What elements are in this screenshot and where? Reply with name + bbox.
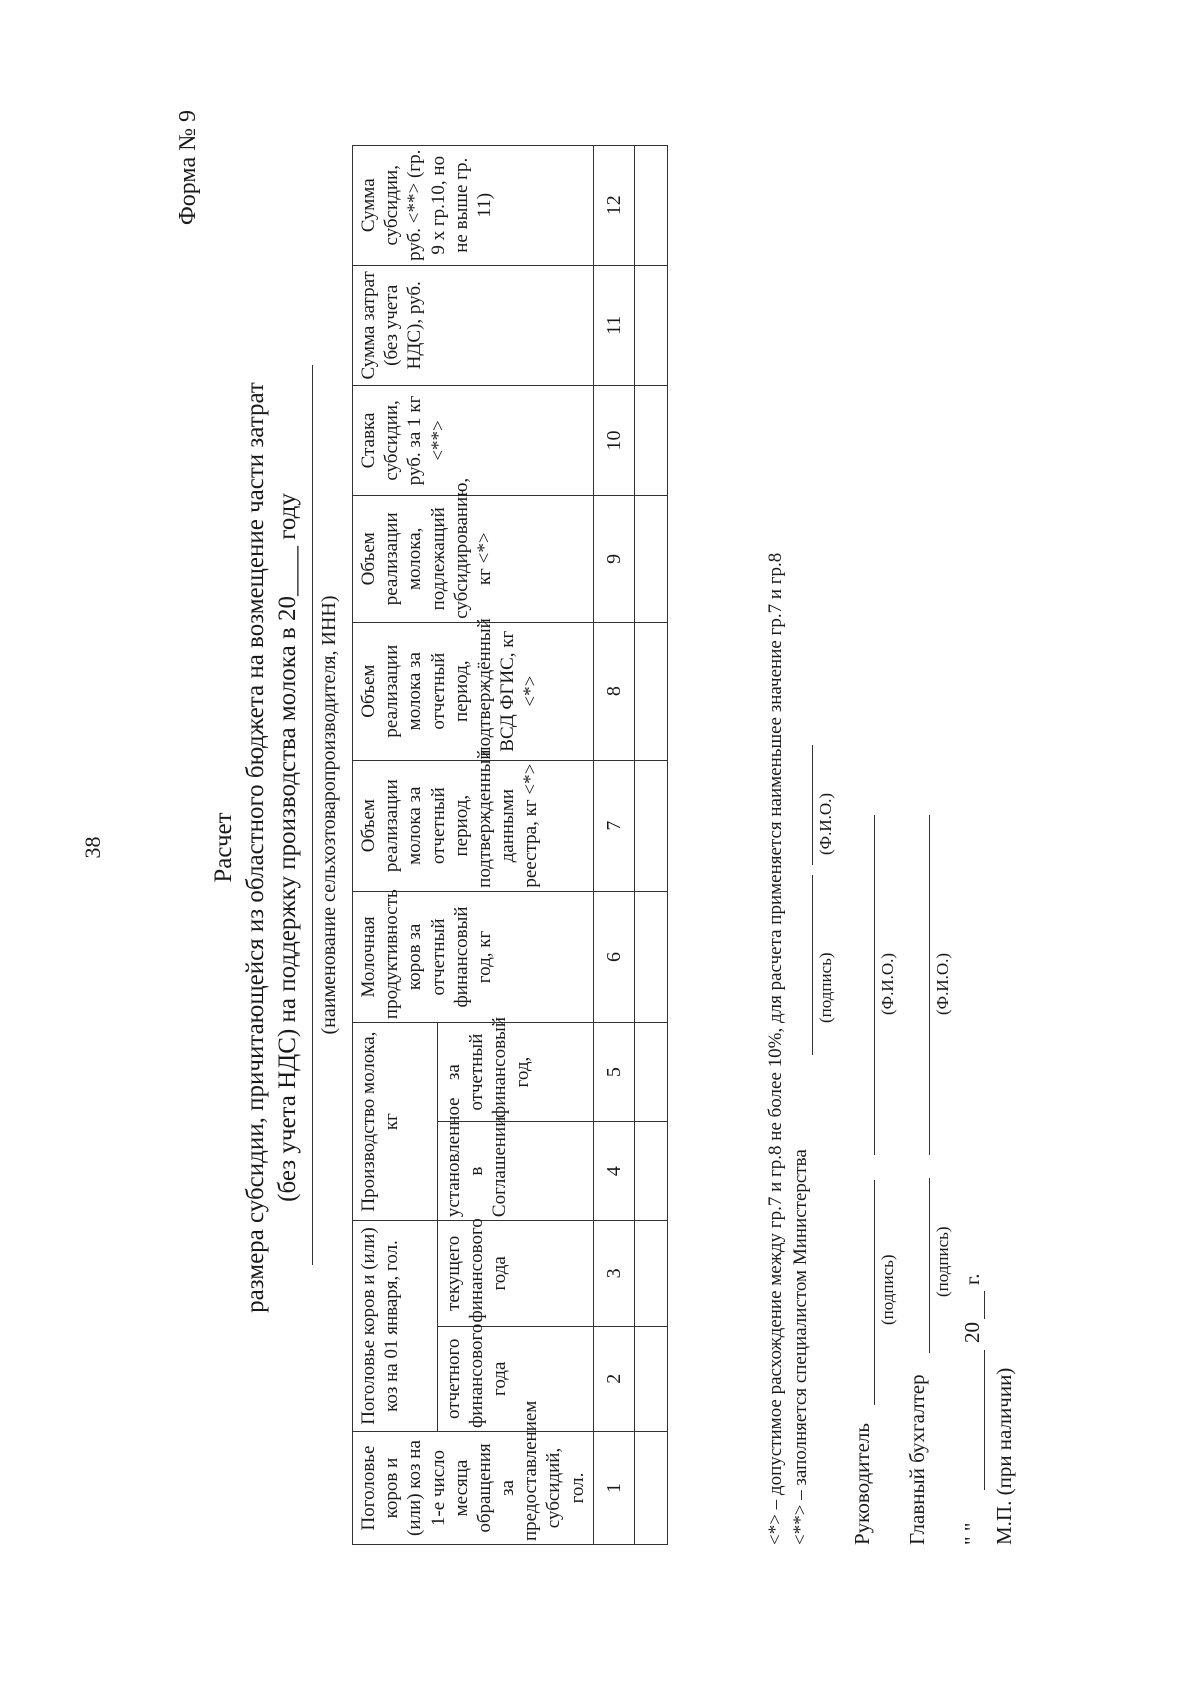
title-line-3: (без учета НДС) на поддержку производства молока в 20____ году <box>274 493 301 1202</box>
stamp-label: М.П. (при наличии) <box>992 1367 1016 1545</box>
header-col-3: текущего финансового года <box>437 1221 593 1326</box>
column-number: 11 <box>593 265 634 386</box>
column-number: 4 <box>593 1122 634 1221</box>
header-col-9: Объем реализации молока, подлежащий субсидированию, кг <*> <box>353 495 594 622</box>
table-cell <box>634 1023 667 1122</box>
table-header-row-1 <box>353 146 438 1545</box>
column-number: 6 <box>593 891 634 1022</box>
head-name-caption: (Ф.И.О.) <box>878 952 897 1015</box>
specialist-signature-caption: (подпись) <box>816 952 835 1023</box>
table-cell <box>634 1326 667 1431</box>
accountant-signature-line <box>929 1178 930 1353</box>
header-col-6: Молочная продуктивность коров за отчетный финансовый год, кг <box>353 891 594 1022</box>
table-data-row <box>634 146 667 1545</box>
head-signature-line <box>874 1180 875 1405</box>
accountant-name-caption: (Ф.И.О.) <box>933 952 952 1015</box>
producer-name-line <box>312 365 313 1265</box>
column-number: 9 <box>593 495 634 622</box>
date-year-suffix: г. <box>960 1273 984 1285</box>
table-cell <box>634 891 667 1022</box>
header-col-4: установленное в Соглашении <box>437 1122 593 1221</box>
column-numbers-row <box>593 146 634 1545</box>
specialist-name-line <box>812 745 813 865</box>
column-number: 12 <box>593 146 634 266</box>
header-col-10: Ставка субсидии, руб. за 1 кг <**> <box>353 386 594 496</box>
header-col-12: Сумма субсидии, руб. <**> (гр. 9 x гр.10, но не выше гр. 11) <box>353 146 594 266</box>
header-col-11: Сумма затрат (без учета НДС), руб. <box>353 265 594 386</box>
column-number: 10 <box>593 386 634 496</box>
header-group-milk-production: Производство молока, кг <box>353 1023 438 1221</box>
table-cell <box>634 1122 667 1221</box>
table-cell <box>634 760 667 891</box>
header-col-8: Объем реализации молока за отчетный период, подтверждённый ВСД ФГИС, кг <*> <box>353 622 594 760</box>
table-cell <box>634 146 667 266</box>
form-number: Форма № 9 <box>175 110 201 226</box>
accountant-signature-caption: (подпись) <box>933 1226 952 1297</box>
column-number: 3 <box>593 1221 634 1326</box>
title-line-1: Расчет <box>210 812 237 883</box>
header-col-7: Объем реализации молока за отчетный период, подтвержденный данными реестра, кг <*> <box>353 760 594 891</box>
column-number: 2 <box>593 1326 634 1431</box>
accountant-name-line <box>929 815 930 1155</box>
footnote-2: <**> – заполняется специалистом Министерства <box>790 1149 811 1545</box>
head-name-line <box>874 815 875 1155</box>
date-month-line <box>984 1350 985 1490</box>
table-cell <box>634 1221 667 1326</box>
table-cell <box>634 622 667 760</box>
table-cell <box>634 265 667 386</box>
column-number: 8 <box>593 622 634 760</box>
head-label: Руководитель <box>850 1423 874 1545</box>
date-day-quotes: " " <box>960 1522 984 1545</box>
producer-name-caption: (наименование сельхозтоваропроизводителя, ИНН) <box>318 595 340 1035</box>
table-cell <box>634 1432 667 1545</box>
subsidy-table <box>352 145 668 1545</box>
date-year-prefix: 20 <box>960 1322 984 1343</box>
head-signature-caption: (подпись) <box>878 1254 897 1325</box>
table-cell <box>634 386 667 496</box>
column-number: 5 <box>593 1023 634 1122</box>
footnote-1: <*> – допустимое расхождение между гр.7 и гр.8 не более 10%, для расчета применяется наименьшее значение гр.7 и гр.8 <box>765 552 786 1545</box>
specialist-name-caption: (Ф.И.О.) <box>816 792 835 855</box>
header-col-2: отчетного финансового года <box>437 1326 593 1431</box>
header-col-5: за отчетный финансовый год, <box>437 1023 593 1122</box>
specialist-signature-line <box>812 875 813 1055</box>
date-year-line <box>984 1291 985 1319</box>
header-col-1: Поголовье коров и (или) коз на 1-е число месяца обращения за предоставлением субсидий, гол. <box>353 1432 594 1545</box>
header-group-herd-jan: Поголовье коров и (или) коз на 01 января, гол. <box>353 1221 438 1432</box>
column-number: 1 <box>593 1432 634 1545</box>
title-line-2: размера субсидии, причитающейся из областного бюджета на возмещение части затрат <box>242 382 269 1313</box>
accountant-label: Главный бухгалтер <box>905 1374 929 1545</box>
column-number: 7 <box>593 760 634 891</box>
page-number: 38 <box>80 836 105 859</box>
table-cell <box>634 495 667 622</box>
